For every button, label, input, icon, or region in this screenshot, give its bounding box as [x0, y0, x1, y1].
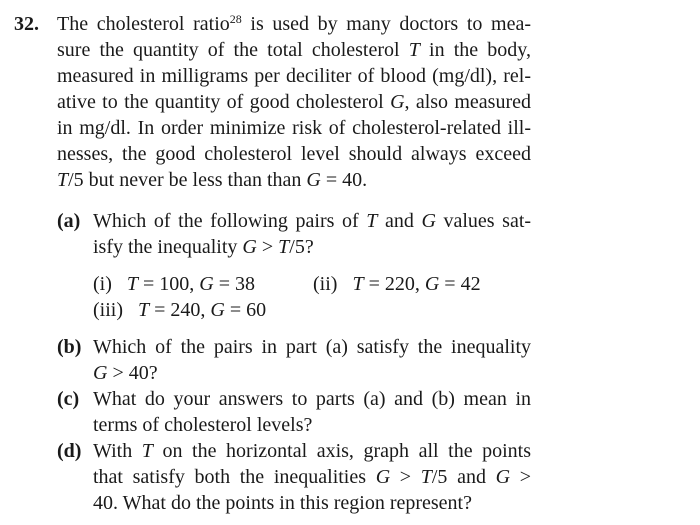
variable-T: T — [420, 466, 432, 488]
part-text: > 40? — [112, 362, 158, 384]
option-label: (i) — [93, 273, 112, 295]
part-d-line-2 — [93, 464, 531, 490]
part-a-line-2 — [93, 234, 531, 260]
footnote-marker: 28 — [229, 12, 242, 26]
stem-line-5: in mg/dl. In order minimize risk of cholesterol-related ill- — [57, 117, 531, 139]
part-c-label: (c) — [57, 388, 80, 410]
stem-text: ative to the quantity of good cholesterol — [57, 91, 384, 113]
stem-text: , also measured — [404, 91, 532, 113]
part-b-line-1: Which of the pairs in part (a) satisfy the inequality — [93, 336, 531, 358]
part-c-line-2: terms of cholesterol levels? — [93, 414, 313, 436]
option-i — [93, 271, 255, 297]
part-text: /5? — [289, 236, 314, 258]
variable-G: G — [199, 273, 214, 295]
variable-T: T — [278, 236, 290, 258]
variable-G: G — [495, 466, 511, 488]
inequality-sign: > — [519, 466, 531, 488]
stem-text: in the body, — [429, 39, 532, 61]
part-text: Which of the following pairs of — [93, 210, 359, 232]
variable-G: G — [375, 466, 391, 488]
stem-line-7 — [57, 167, 531, 193]
variable-G: G — [390, 91, 405, 113]
variable-T: T — [138, 299, 150, 321]
part-text: that satisfy both the inequalities — [93, 466, 367, 488]
option-text: = 100, — [143, 273, 195, 295]
stem-text: = 40. — [325, 169, 368, 191]
variable-T: T — [57, 169, 69, 191]
stem-line-2 — [57, 37, 531, 63]
part-d-line-1 — [93, 438, 531, 464]
part-a-label: (a) — [57, 210, 81, 232]
variable-T: T — [126, 273, 139, 295]
part-b-label: (b) — [57, 336, 82, 358]
variable-T: T — [352, 273, 364, 295]
variable-G: G — [210, 299, 225, 321]
variable-G: G — [421, 210, 436, 232]
part-text: /5 and — [431, 466, 486, 488]
stem-line-1 — [57, 11, 531, 37]
variable-G: G — [242, 236, 257, 258]
part-text: With — [93, 440, 133, 462]
option-text: = 42 — [444, 273, 481, 295]
part-d-line-3: 40. What do the points in this region represent? — [93, 492, 472, 514]
part-text: isfy the inequality — [93, 236, 238, 258]
stem-text: is used by many doctors to mea- — [250, 13, 531, 35]
option-text: = 38 — [218, 273, 256, 295]
option-ii — [313, 271, 481, 297]
variable-G: G — [93, 362, 108, 384]
inequality-sign: > — [399, 466, 412, 488]
option-text: = 220, — [368, 273, 420, 295]
variable-G: G — [306, 169, 321, 191]
stem-line-3: measured in milligrams per deciliter of blood (mg/dl), rel- — [57, 65, 531, 87]
part-text: values sat- — [443, 210, 532, 232]
part-text: and — [384, 210, 414, 232]
option-label: (iii) — [93, 299, 123, 321]
part-b-line-2 — [93, 360, 531, 386]
option-label: (ii) — [313, 273, 338, 295]
variable-T: T — [141, 440, 153, 462]
option-iii — [93, 297, 266, 323]
variable-T: T — [366, 210, 378, 232]
part-a-line-1 — [93, 208, 531, 234]
part-d-label: (d) — [57, 440, 82, 462]
inequality-sign: > — [261, 236, 274, 258]
option-text: = 60 — [229, 299, 267, 321]
problem-number: 32. — [14, 13, 39, 35]
stem-text: sure the quantity of the total cholesterol — [57, 39, 400, 61]
stem-text: The cholesterol ratio — [57, 13, 230, 35]
stem-line-4 — [57, 89, 531, 115]
variable-G: G — [424, 273, 440, 295]
stem-line-6: nesses, the good cholesterol level should always exceed — [57, 143, 531, 165]
option-text: = 240, — [154, 299, 206, 321]
stem-text: /5 but never be less than than — [68, 169, 302, 191]
part-c-line-1: What do your answers to parts (a) and (b) mean in — [93, 388, 531, 410]
part-text: on the horizontal axis, graph all the points — [162, 440, 532, 462]
variable-T: T — [408, 39, 420, 61]
